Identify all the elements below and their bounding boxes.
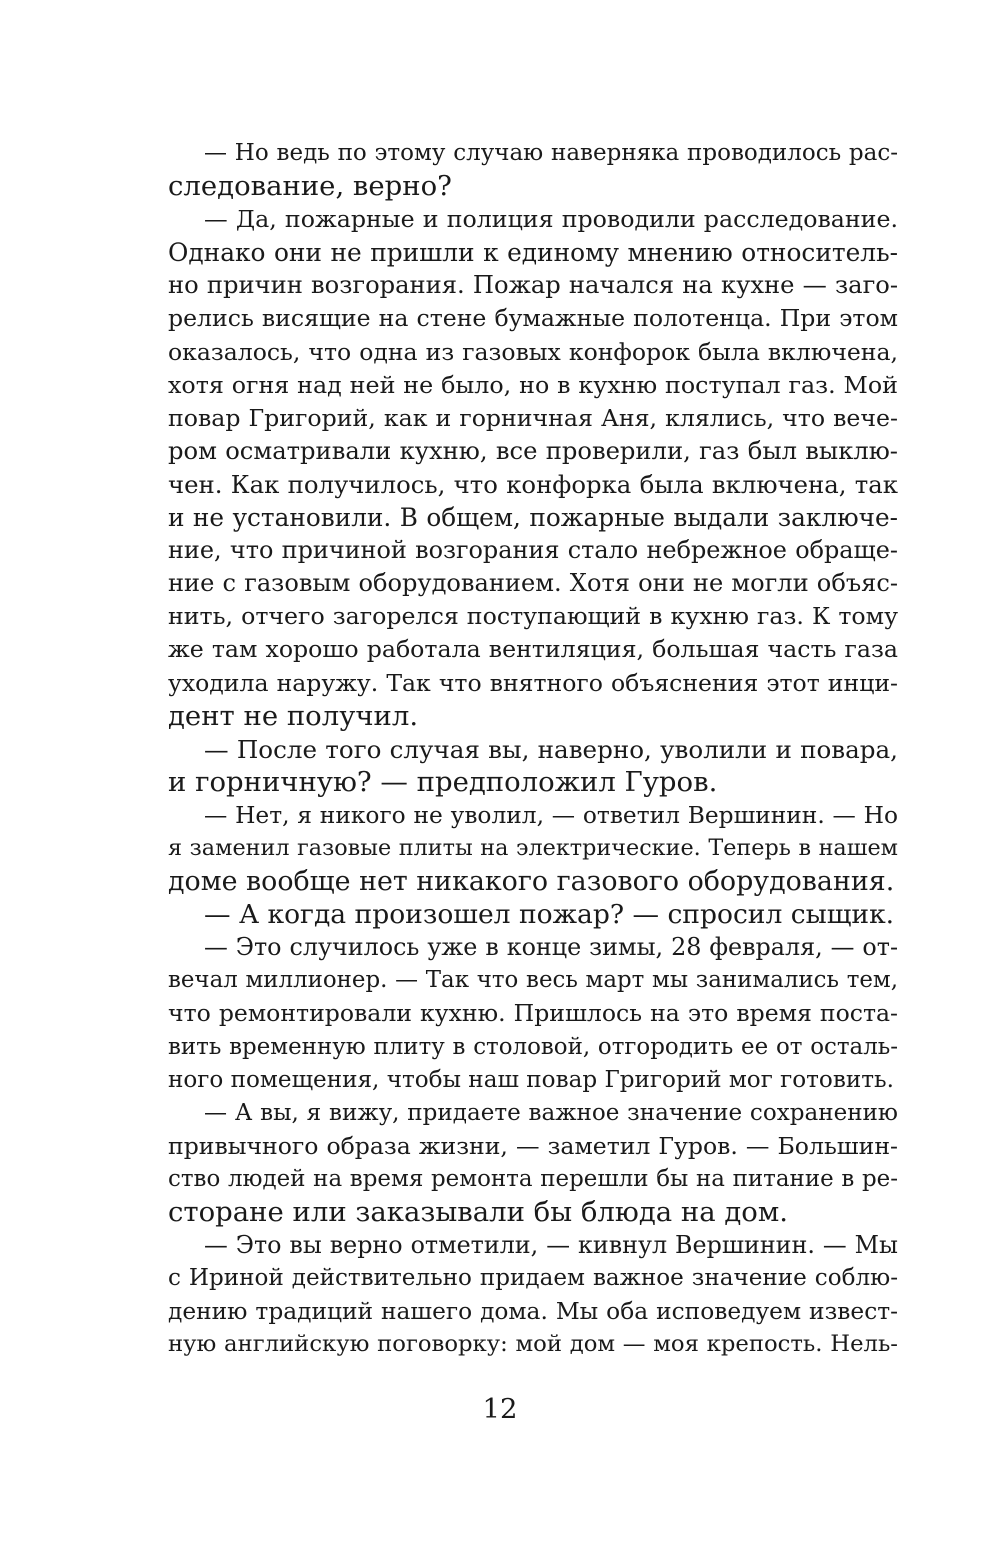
text-line: — Это случилось уже в конце зимы, 28 февраля, — от- xyxy=(204,933,898,962)
text-line: повар Григорий, как и горничная Аня, клялись, что вече- xyxy=(168,403,898,432)
text-line: — Нет, я никого не уволил, — ответил Вершинин. — Но xyxy=(204,801,898,829)
text-line: — После того случая вы, наверно, уволили и повара, xyxy=(204,734,898,764)
text-line: вить временную плиту в столовой, отгородить ее от осталь- xyxy=(168,1033,898,1060)
body-text xyxy=(168,137,898,1361)
text-line: и не установили. В общем, пожарные выдали заключе- xyxy=(168,503,898,533)
text-line: — А вы, я вижу, придаете важное значение сохранению xyxy=(204,1099,898,1126)
text-line: привычного образа жизни, — заметил Гуров. — Большин- xyxy=(168,1131,898,1160)
text-line: ром осматривали кухню, все проверили, газ был выклю- xyxy=(168,436,898,465)
page-number: 12 xyxy=(482,1393,518,1425)
text-line: ние, что причиной возгорания стало небрежное обраще- xyxy=(168,536,898,565)
text-line: же там хорошо работала вентиляция, большая часть газа xyxy=(168,635,898,664)
text-line: ство людей на время ремонта перешли бы на питание в ре- xyxy=(168,1165,898,1192)
text-line: сторане или заказывали бы блюда на дом. xyxy=(168,1196,788,1228)
text-line: — А когда произошел пожар? — спросил сыщик. xyxy=(204,899,895,931)
text-line: дению традиций нашего дома. Мы оба исповедуем извест- xyxy=(168,1298,898,1326)
text-line: — Но ведь по этому случаю наверняка проводилось рас- xyxy=(204,140,898,166)
text-line: релись висящие на стене бумажные полотенца. При этом xyxy=(168,304,898,333)
text-line: ного помещения, чтобы наш повар Григорий мог готовить. xyxy=(168,1066,894,1093)
text-line: но причин возгорания. Пожар начался на кухне — заго- xyxy=(168,271,898,300)
text-line: Однако они не пришли к единому мнению относитель- xyxy=(168,238,898,268)
text-line: что ремонтировали кухню. Пришлось на это время поста- xyxy=(168,999,898,1028)
text-line: хотя огня над ней не было, но в кухню поступал газ. Мой xyxy=(168,370,898,399)
text-line: ние с газовым оборудованием. Хотя они не могли объяс- xyxy=(168,569,898,598)
text-line: уходила наружу. Так что внятного объяснения этот инци- xyxy=(168,668,898,697)
text-line: — Это вы верно отметили, — кивнул Вершинин. — Мы xyxy=(204,1231,898,1260)
text-line: нить, отчего загорелся поступающий в кухню газ. К тому xyxy=(168,602,898,631)
text-line: ную английскую поговорку: мой дом — моя крепость. Нель- xyxy=(168,1331,898,1358)
text-line: вечал миллионер. — Так что весь март мы занимались тем, xyxy=(168,967,898,994)
text-line: с Ириной действительно придаем важное значение соблю- xyxy=(168,1265,898,1292)
text-line: доме вообще нет никакого газового оборудования. xyxy=(168,866,895,898)
text-line: оказалось, что одна из газовых конфорок была включена, xyxy=(168,337,898,366)
text-line: чен. Как получилось, что конфорка была включена, так xyxy=(168,469,898,499)
text-line: дент не получил. xyxy=(168,699,419,732)
text-line: я заменил газовые плиты на электрические. Теперь в нашем xyxy=(168,834,898,861)
text-line: — Да, пожарные и полиция проводили расследование. xyxy=(204,205,898,234)
text-line: следование, верно? xyxy=(168,170,452,203)
text-line: и горничную? — предположил Гуров. xyxy=(168,765,718,798)
